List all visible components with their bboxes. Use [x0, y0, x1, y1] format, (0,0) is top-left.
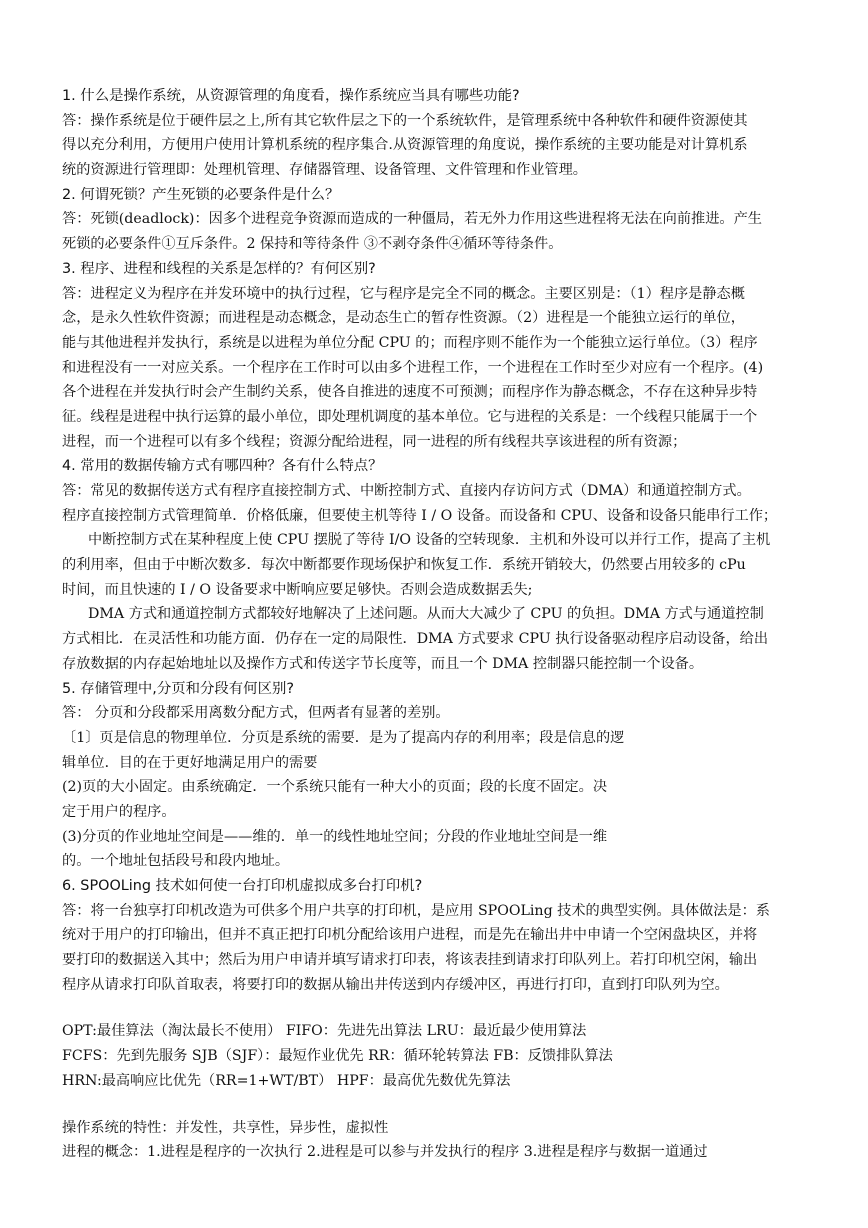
answer-5-line: (3)分页的作业地址空间是——维的．单一的线性地址空间；分段的作业地址空间是一维: [62, 828, 608, 845]
document-page: [62, 84, 814, 1165]
answer-6-line: 程序从请求打印队首取表，将要打印的数据从输出井传送到内存缓冲区，再进行打印，直到打印队列为空。: [62, 976, 729, 993]
answer-6-line: 统对于用户的打印输出，但并不真正把打印机分配给该用户进程，而是先在输出井中申请一个空闲盘块区，并将: [62, 927, 758, 944]
answer-4-line: 中断控制方式在某种程度上使 CPU 摆脱了等待 I/O 设备的空转现象．主机和外设可以并行工作，提高了主机: [88, 532, 771, 549]
answer-3-line: 各个进程在并发执行时会产生制约关系，使各自推进的速度不可预测；而程序作为静态概念，不存在这种异步特: [62, 384, 758, 401]
answer-4-line: 答：常见的数据传送方式有程序直接控制方式、中断控制方式、直接内存访问方式（DMA）和通道控制方式。: [62, 483, 751, 499]
question-4-title: 4. 常用的数据传输方式有哪四种？各有什么特点？: [62, 458, 383, 475]
answer-4-line: 的利用率，但由于中断次数多．每次中断都要作现场保护和恢复工作．系统开销较大，仍然要占用较多的 cPu: [62, 557, 746, 574]
answer-5-line: 辑单位．目的在于更好地满足用户的需要: [62, 754, 318, 771]
answer-3-line: 念，是永久性软件资源；而进程是动态概念，是动态生亡的暂存性资源。（2）进程是一个能独立运行的单位，: [62, 310, 745, 327]
answer-1-line: 答：操作系统是位于硬件层之上,所有其它软件层之下的一个系统软件，是管理系统中各种软件和硬件资源使其: [62, 112, 748, 129]
answer-6-line: 要打印的数据送入其中；然后为用户申请并填写请求打印表，将该表挂到请求打印队列上。若打印机空闲，输出: [62, 952, 758, 969]
question-6-title: 6. SPOOLing 技术如何使一台打印机虚拟成多台打印机?: [62, 878, 423, 894]
answer-4-line: 方式相比．在灵活性和功能方面．仍存在一定的局限性．DMA 方式要求 CPU 执行设备驱动程序启动设备，给出: [62, 631, 769, 648]
question-1-title: 1. 什么是操作系统，从资源管理的角度看，操作系统应当具有哪些功能?: [62, 88, 520, 104]
question-5-title: 5. 存储管理中,分页和分段有何区别?: [62, 680, 294, 697]
answer-3-line: 答：进程定义为程序在并发环境中的执行过程，它与程序是完全不同的概念。主要区别是：（1）程序是静态概: [62, 285, 745, 302]
answer-4-line: 时间，而且快速的 I / O 设备要求中断响应要足够快。否则会造成数据丢失;: [62, 581, 533, 598]
answer-3-line: 征。线程是进程中执行运算的最小单位，即处理机调度的基本单位。它与进程的关系是：一个线程只能属于一个: [62, 408, 758, 425]
answer-4-line: 程序直接控制方式管理简单．价格低廉，但要使主机等待 I / O 设备。而设备和 CPU、设备和设备只能串行工作；: [62, 507, 778, 524]
answer-6-line: 答：将一台独享打印机改造为可供多个用户共享的打印机，是应用 SPOOLing 技术的典型实例。具体做法是：系: [62, 902, 770, 919]
note-line: 进程的概念：1.进程是程序的一次执行 2.进程是可以参与并发执行的程序 3.进程是程序与数据一道通过: [62, 1144, 708, 1161]
answer-3-line: 进程，而一个进程可以有多个线程；资源分配给进程，同一进程的所有线程共享该进程的所有资源；: [62, 433, 687, 450]
question-3-title: 3. 程序、进程和线程的关系是怎样的？有何区别?: [62, 260, 376, 277]
answer-3-line: 能与其他进程并发执行，系统是以进程为单位分配 CPU 的；而程序则不能作为一个能独立运行单位。（3）程序: [62, 334, 758, 351]
spacer: [62, 1094, 814, 1116]
answer-5-line: 定于用户的程序。: [62, 803, 176, 820]
spacer: [62, 997, 814, 1019]
algorithm-line: OPT:最佳算法（淘汰最长不使用） FIFO：先进先出算法 LRU：最近最少使用算法: [62, 1023, 587, 1040]
answer-2-line: 死锁的必要条件①互斥条件。2 保持和等待条件 ③不剥夺条件④循环等待条件。: [62, 236, 563, 253]
answer-1-line: 得以充分利用，方便用户使用计算机系统的程序集合.从资源管理的角度说，操作系统的主要功能是对计算机系: [62, 137, 748, 154]
answer-4-line: 存放数据的内存起始地址以及操作方式和传送字节长度等，而且一个 DMA 控制器只能控制一个设备。: [62, 655, 704, 672]
algorithm-line: HRN:最高响应比优先（RR=1+WT/BT） HPF：最高优先数优先算法: [62, 1072, 511, 1089]
answer-5-line: 〔1〕页是信息的物理单位．分页是系统的需要．是为了提高内存的利用率；段是信息的逻: [62, 729, 625, 746]
answer-4-line: DMA 方式和通道控制方式都较好地解决了上述问题。从而大大减少了 CPU 的负担。DMA 方式与通道控制: [88, 606, 764, 623]
answer-3-line: 和进程没有一一对应关系。一个程序在工作时可以由多个进程工作，一个进程在工作时至少对应有一个程序。(4): [62, 359, 764, 376]
algorithm-line: FCFS：先到先服务 SJB（SJF）：最短作业优先 RR：循环轮转算法 FB：反馈排队算法: [62, 1048, 613, 1065]
note-line: 操作系统的特性：并发性，共享性，异步性，虚拟性: [62, 1119, 389, 1136]
answer-5-line: 的。一个地址包括段号和段内地址。: [62, 853, 290, 870]
answer-2-line: 答：死锁(deadlock)：因多个进程竞争资源而造成的一种僵局，若无外力作用这些进程将无法在向前推进。产生: [62, 211, 762, 228]
answer-1-line: 统的资源进行管理即：处理机管理、存储器管理、设备管理、文件管理和作业管理。: [62, 162, 587, 179]
question-2-title: 2. 何谓死锁？产生死锁的必要条件是什么？: [62, 186, 340, 203]
answer-5-line: 答： 分页和分段都采用离数分配方式，但两者有显著的差别。: [62, 705, 450, 722]
answer-5-line: (2)页的大小固定。由系统确定．一个系统只能有一种大小的页面；段的长度不固定。决: [62, 779, 608, 796]
